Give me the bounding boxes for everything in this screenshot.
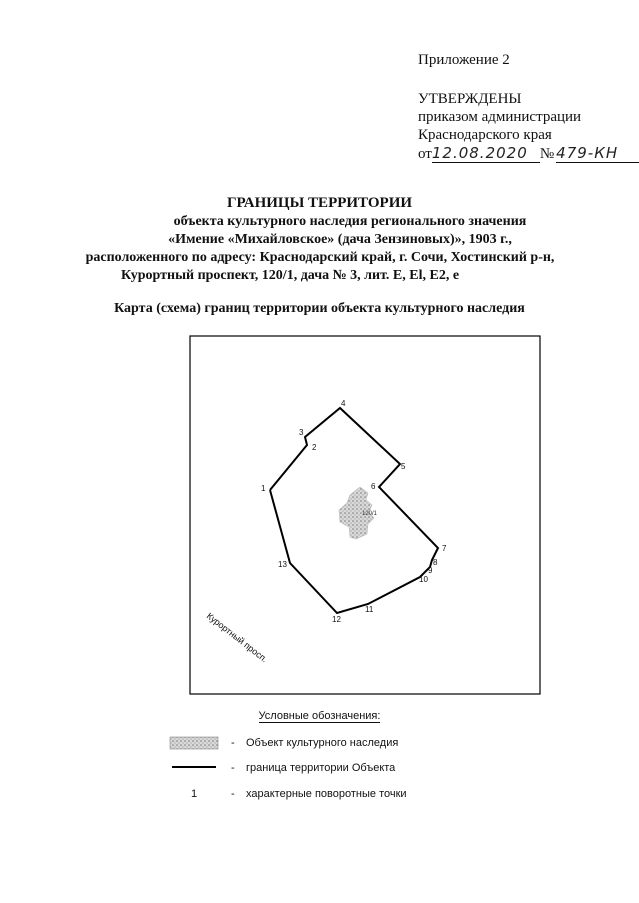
number-sign: № (539, 146, 555, 162)
appendix-label: Приложение 2 (418, 52, 510, 68)
point-label: 2 (312, 443, 317, 452)
legend-dash: - (231, 788, 235, 800)
legend-text-points: характерные поворотные точки (246, 788, 407, 800)
point-label: 4 (341, 399, 346, 408)
legend-text-heritage: Объект культурного наследия (246, 737, 399, 749)
map-title: Карта (схема) границ территории объекта культурного наследия (114, 301, 525, 316)
point-label: 8 (433, 558, 438, 567)
point-label: 12 (332, 615, 341, 624)
legend-dash: - (231, 737, 235, 749)
handwritten-date: 12.08.2020 (432, 144, 540, 163)
street-label: Курортный просп. (204, 610, 270, 665)
document-title: ГРАНИЦЫ ТЕРРИТОРИИ (226, 195, 413, 211)
approval-line: УТВЕРЖДЕНЫ (418, 91, 522, 107)
title-line-2: «Имение «Михайловское» (дача Зензиновых)», 1903 г., (168, 232, 512, 247)
title-line-1: объекта культурного наследия регионального значения (173, 214, 527, 229)
point-label: 9 (428, 566, 433, 575)
approval-line: приказом администрации (418, 109, 582, 125)
title-line-4: Курортный проспект, 120/1, дача № 3, лит. Е, El, Е2, е (120, 268, 460, 283)
point-label: 5 (401, 462, 406, 471)
legend-heritage-swatch (170, 737, 218, 749)
building-number: 120/1 (362, 511, 378, 517)
legend-dash: - (231, 762, 235, 774)
point-label: 6 (371, 482, 376, 491)
point-label: 13 (278, 560, 287, 569)
legend-title: Условные обозначения: (258, 710, 381, 722)
point-label: 7 (442, 544, 447, 553)
point-label: 3 (299, 428, 304, 437)
handwritten-number: 479-КН (556, 144, 639, 163)
point-label: 1 (261, 484, 266, 493)
legend-point-symbol: 1 (191, 788, 198, 800)
title-line-3: расположенного по адресу: Краснодарский край, г. Сочи, Хостинский р-н, (85, 250, 555, 265)
approval-line: Краснодарского края (418, 127, 552, 143)
point-label: 10 (419, 575, 428, 584)
legend-text-boundary: граница территории Объекта (246, 762, 396, 774)
date-prefix: от (418, 146, 432, 162)
point-label: 11 (365, 605, 374, 614)
